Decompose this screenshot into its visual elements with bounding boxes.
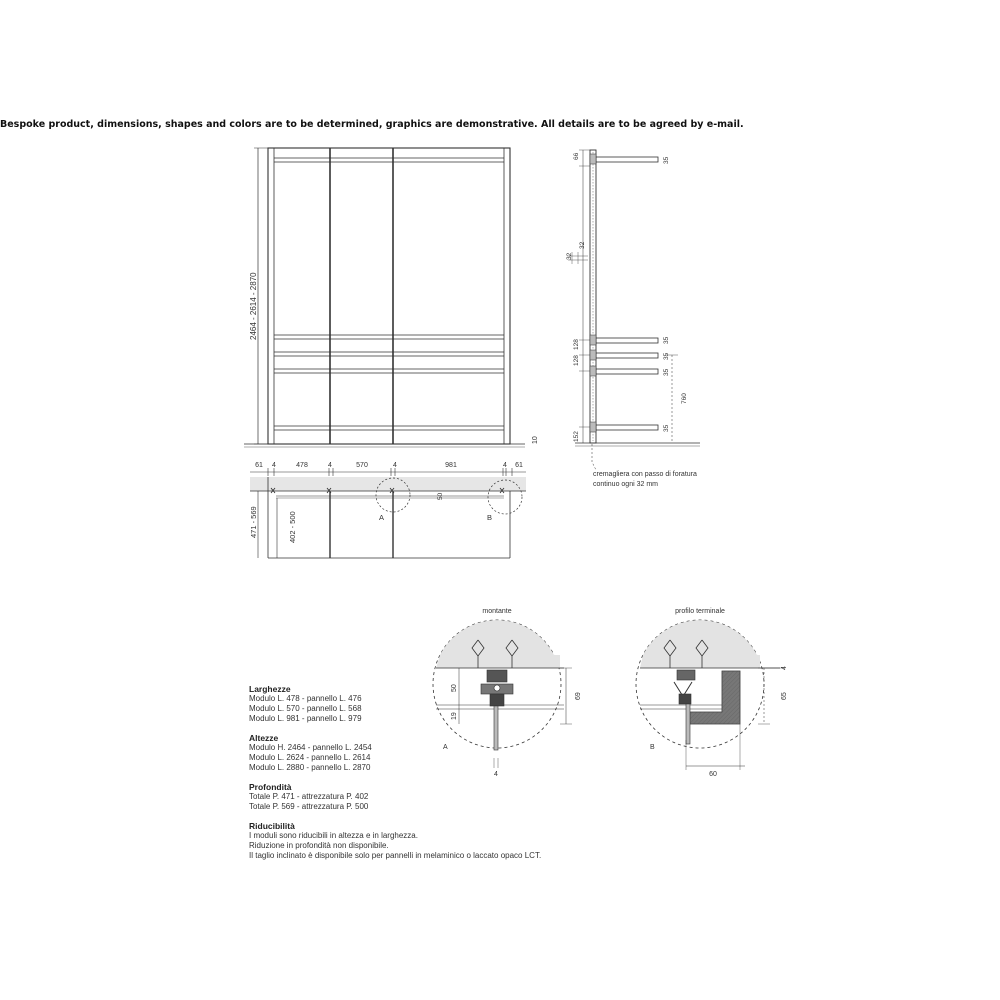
spec-heading: Larghezze — [249, 684, 291, 694]
side-dim-32: 32 — [566, 252, 573, 260]
base-dimension-label: 10 — [532, 436, 539, 444]
rack-note-line2: continuo ogni 32 mm — [593, 481, 658, 488]
spec-line: Modulo H. 2464 - pannello L. 2454 — [249, 743, 372, 752]
width-label: 61 — [255, 462, 263, 469]
spec-line: Modulo L. 981 - pannello L. 979 — [249, 714, 362, 723]
spec-line: Modulo L. 570 - pannello L. 568 — [249, 704, 362, 713]
detail-b-dim-65: 65 — [781, 692, 788, 700]
spec-line: I moduli sono riducibili in altezza e in larghezza. — [249, 831, 418, 840]
detail-a-dim-69: 69 — [575, 692, 582, 700]
side-dim-35: 35 — [663, 368, 670, 376]
width-label: 570 — [356, 462, 368, 469]
spec-heading: Altezze — [249, 733, 279, 743]
detail-terminale — [636, 620, 784, 770]
spec-line: Totale P. 471 - attrezzatura P. 402 — [249, 792, 369, 801]
width-label: 981 — [445, 462, 457, 469]
spec-line: Modulo L. 478 - pannello L. 476 — [249, 694, 362, 703]
depth-outer-label: 471 - 569 — [249, 506, 258, 538]
side-dim-35: 35 — [663, 156, 670, 164]
width-label: 4 — [328, 462, 332, 469]
detail-b-dim-60: 60 — [709, 771, 717, 778]
width-label: 4 — [393, 462, 397, 469]
detail-a-label: A — [443, 744, 448, 751]
depth-inner-label: 402 - 500 — [288, 511, 297, 543]
side-dim-35: 35 — [663, 352, 670, 360]
detail-b-title: profilo terminale — [675, 608, 725, 615]
width-dimension-chain — [250, 468, 526, 476]
side-dim-128: 128 — [573, 339, 580, 350]
detail-a-marker: A — [379, 513, 385, 522]
side-dim-152: 152 — [573, 431, 580, 442]
detail-b-dim-4: 4 — [781, 666, 788, 670]
specifications-block — [249, 684, 579, 870]
spec-heading: Profondità — [249, 782, 292, 792]
width-label: 478 — [296, 462, 308, 469]
rack-note-line1: cremagliera con passo di foratura — [593, 471, 697, 478]
front-elevation — [244, 148, 525, 447]
detail-a-title: montante — [482, 608, 512, 615]
gap-label: 50 — [437, 492, 444, 500]
side-dim-35: 35 — [663, 424, 670, 432]
height-dimension-label: 2464 - 2614 - 2870 — [249, 272, 258, 340]
detail-b-label: B — [650, 744, 655, 751]
spec-larghezze — [249, 684, 579, 724]
side-dim-32: 32 — [579, 241, 586, 249]
width-label: 61 — [515, 462, 523, 469]
side-dim-128: 128 — [573, 355, 580, 366]
width-label: 4 — [503, 462, 507, 469]
side-section — [568, 150, 700, 470]
spec-line: Modulo L. 2624 - pannello L. 2614 — [249, 753, 371, 762]
disclaimer-notice: Bespoke product, dimensions, shapes and colors are to be determined, graphics are demonstrative. All details are to be agreed by e-mail. — [0, 119, 744, 130]
detail-a-dim-19: 19 — [451, 712, 458, 720]
spec-profondita — [249, 782, 579, 812]
spec-altezze — [249, 733, 579, 773]
spec-line: Modulo L. 2880 - pannello L. 2870 — [249, 763, 371, 772]
spec-riducibilita — [249, 821, 579, 861]
detail-a-dim-50: 50 — [451, 684, 458, 692]
side-dim-35: 35 — [663, 336, 670, 344]
spec-line: Totale P. 569 - attrezzatura P. 500 — [249, 802, 369, 811]
spec-line: Riduzione in profondità non disponibile. — [249, 841, 389, 850]
width-label: 4 — [272, 462, 276, 469]
side-dim-66: 66 — [573, 152, 580, 160]
spec-line: Il taglio inclinato è disponibile solo per pannelli in melaminico o laccato opaco LCT. — [249, 851, 542, 860]
spec-heading: Riducibilità — [249, 821, 295, 831]
detail-b-marker: B — [487, 513, 493, 522]
detail-a-dim-4: 4 — [494, 771, 498, 778]
side-dim-760: 760 — [681, 393, 688, 404]
